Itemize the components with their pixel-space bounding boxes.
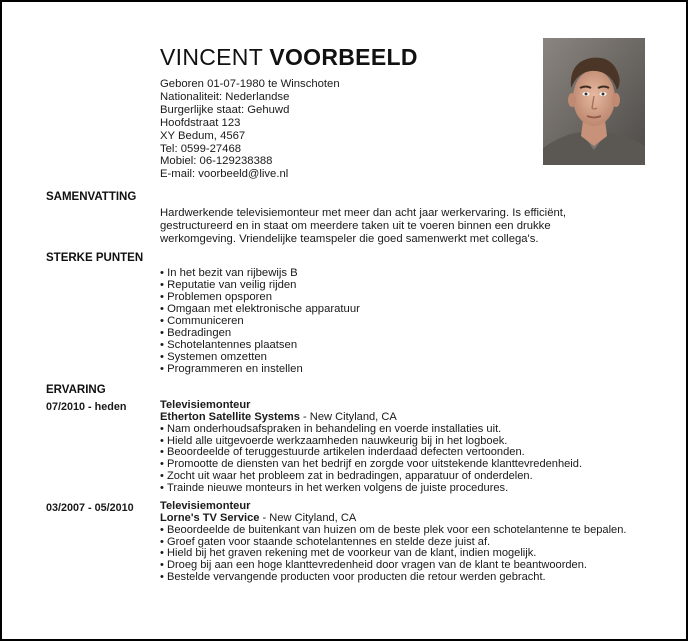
company-location: - New Cityland, CA <box>259 511 357 524</box>
section-heading-strengths: STERKE PUNTEN <box>46 252 144 264</box>
section-heading-summary: SAMENVATTING <box>46 191 137 203</box>
list-item: • Systemen omzetten <box>160 351 360 363</box>
list-item: • Hield bij het graven rekening met de voorkeur van de klant, indien mogelijk. <box>160 548 640 560</box>
contact-line: Geboren 01-07-1980 te Winschoten <box>160 78 340 90</box>
list-item: • In het bezit van rijbewijs B <box>160 267 360 279</box>
contact-line: Hoofdstraat 123 <box>160 116 241 129</box>
job-employer <box>160 513 640 525</box>
contact-line: E-mail: voorbeeld@live.nl <box>160 168 289 181</box>
list-item: • Groef gaten voor staande schotelantennes en stelde deze juist af. <box>160 537 640 549</box>
portrait-photo <box>543 38 645 165</box>
job-title: Televisiemonteur <box>160 500 251 512</box>
section-heading-experience: ERVARING <box>46 384 106 396</box>
list-item: • Droeg bij aan een hoge klanttevredenheid door vragen van de klant te beantwoorden. <box>160 560 640 572</box>
list-item: • Beoordeelde de buitenkant van huizen om de beste plek voor een schotelantenne te bepalen. <box>160 525 640 537</box>
job-employer <box>160 412 640 424</box>
summary-text: Hardwerkende televisiemonteur met meer dan acht jaar werkervaring. Is efficiënt, gestructureerd en in staat om meerdere taken uit te voeren binnen een drukke werkomgeving. Vriendelijke teamspeler die goed samenwerkt met collega's. <box>160 207 567 245</box>
portrait-icon <box>543 38 645 165</box>
list-item: • Programmeren en instellen <box>160 363 360 375</box>
company-name: Lorne's TV Service <box>160 511 260 524</box>
strengths-list <box>160 267 360 375</box>
last-name: VOORBEELD <box>269 44 418 70</box>
contact-line: Nationaliteit: Nederlandse <box>160 90 290 103</box>
candidate-name <box>160 44 418 71</box>
contact-details <box>160 78 340 181</box>
job-title: Televisiemonteur <box>160 399 251 411</box>
list-item: • Hield alle uitgevoerde werkzaamheden nauwkeurig bij in het logboek. <box>160 436 640 448</box>
list-item: • Bestelde vervangende producten voor producten die retour werden gebracht. <box>160 572 640 584</box>
list-item: • Omgaan met elektronische apparatuur <box>160 303 360 315</box>
list-item: • Traindе nieuwe monteurs in het werken volgens de juiste procedures. <box>160 483 640 495</box>
job-bullets <box>160 525 640 584</box>
contact-line: Burgerlijke staat: Gehuwd <box>160 103 290 116</box>
list-item: • Bedradingen <box>160 327 360 339</box>
list-item: • Nam onderhoudsafspraken in behandeling en voerde installaties uit. <box>160 424 640 436</box>
list-item: • Communiceren <box>160 315 360 327</box>
job-dates: 03/2007 - 05/2010 <box>46 502 134 514</box>
list-item: • Zocht uit waar het probleem zat in bedradingen, apparatuur of onderdelen. <box>160 471 640 483</box>
company-name: Etherton Satellite Systems <box>160 410 300 423</box>
list-item: • Reputatie van veilig rijden <box>160 279 360 291</box>
job-entry <box>160 501 640 584</box>
list-item: • Promootte de diensten van het bedrijf en zorgde voor uitstekende klanttevredenheid. <box>160 459 640 471</box>
list-item: • Beoordeelde of teruggestuurde artikelen inderdaad defecten vertoonden. <box>160 447 640 459</box>
contact-line: Tel: 0599-27468 <box>160 142 242 155</box>
list-item: • Schotelantennes plaatsen <box>160 339 360 351</box>
contact-line: Mobiel: 06-129238388 <box>160 155 273 168</box>
job-bullets <box>160 424 640 495</box>
job-entry <box>160 400 640 495</box>
job-dates: 07/2010 - heden <box>46 401 127 413</box>
list-item: • Problemen opsporen <box>160 291 360 303</box>
contact-line: XY Bedum, 4567 <box>160 129 246 142</box>
first-name: VINCENT <box>160 44 263 70</box>
company-location: - New Cityland, CA <box>299 410 397 423</box>
